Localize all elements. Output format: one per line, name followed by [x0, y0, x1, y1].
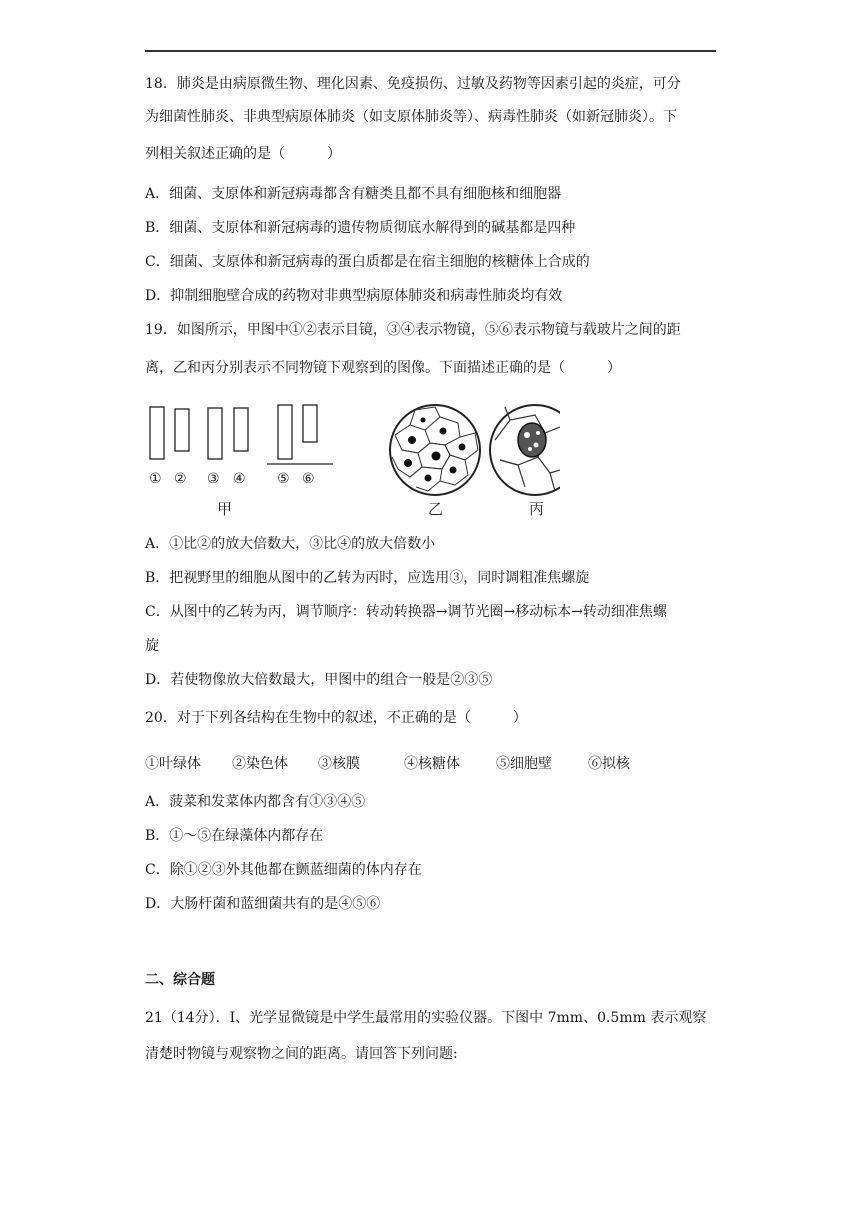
q20-option-c: C．除①②③外其他都在颤蓝细菌的体内存在	[145, 862, 422, 878]
figure-label-bing: 丙	[529, 500, 545, 518]
q20-option-d: D．大肠杆菌和蓝细菌共有的是④⑤⑥	[145, 896, 381, 912]
q20-stem: 20．对于下列各结构在生物中的叙述，不正确的是（ ）	[145, 710, 527, 726]
q19-option-d: D．若使物像放大倍数最大，甲图中的组合一般是②③⑤	[145, 672, 493, 688]
figure-label-yi: 乙	[428, 500, 444, 518]
lens-6-objective-far	[303, 405, 317, 442]
label-6: ⑥	[302, 471, 315, 487]
q20-option-b: B．①～⑤在绿藻体内都存在	[145, 828, 324, 844]
q18-stem-line-2: 为细菌性肺炎、非典型病原体肺炎（如支原体肺炎等）、病毒性肺炎（如新冠肺炎）。下	[145, 109, 677, 125]
section-heading: 二、综合题	[145, 972, 215, 988]
lens-4-objective-short	[234, 408, 248, 451]
q19-stem-line-2: 离，乙和丙分别表示不同物镜下观察到的图像。下面描述正确的是（ ）	[145, 360, 621, 376]
field-yi-low-magnification	[390, 405, 480, 495]
q18-stem-line-1: 18．肺炎是由病原微生物、理化因素、免疫损伤、过敏及药物等因素引起的炎症，可分	[145, 76, 681, 92]
label-3: ③	[207, 471, 220, 487]
lens-1-eyepiece-long	[150, 407, 164, 459]
structure-3: ③核膜	[318, 756, 360, 772]
q19-option-b: B．把视野里的细胞从图中的乙转为丙时，应选用③，同时调粗准焦螺旋	[145, 570, 590, 586]
label-1: ①	[149, 471, 162, 487]
q18-option-d: D．抑制细胞壁合成的药物对非典型病原体肺炎和病毒性肺炎均有效	[145, 288, 563, 304]
q18-stem-line-3: 列相关叙述正确的是（ ）	[145, 146, 341, 162]
q19-option-a: A．①比②的放大倍数大，③比④的放大倍数小	[145, 536, 436, 552]
q20-option-a: A．菠菜和发菜体内都含有①③④⑤	[145, 794, 366, 810]
label-5: ⑤	[277, 471, 290, 487]
figure-label-jia: 甲	[217, 500, 233, 518]
q21-stem-line-1: 21（14分）．I、光学显微镜是中学生最常用的实验仪器。下图中 7mm、0.5mm 表示观察	[145, 1010, 707, 1026]
microscope-figure	[140, 395, 560, 525]
q18-option-b: B．细菌、支原体和新冠病毒的遗传物质彻底水解得到的碱基都是四种	[145, 220, 576, 236]
label-2: ②	[174, 471, 187, 487]
lens-3-objective-long	[208, 408, 222, 459]
q19-option-c-line-2: 旋	[145, 638, 159, 654]
q18-option-c: C．细菌、支原体和新冠病毒的蛋白质都是在宿主细胞的核糖体上合成的	[145, 254, 590, 270]
lens-5-objective-near	[278, 405, 292, 459]
structure-2: ②染色体	[232, 756, 288, 772]
structure-5: ⑤细胞壁	[496, 756, 552, 772]
structure-6: ⑥拟核	[588, 756, 630, 772]
field-bing-high-magnification	[490, 405, 560, 495]
structure-1: ①叶绿体	[145, 756, 201, 772]
header-rule	[145, 50, 716, 52]
q21-stem-line-2: 清楚时物镜与观察物之间的距离。请回答下列问题:	[145, 1046, 458, 1062]
q19-stem-line-1: 19．如图所示，甲图中①②表示目镜，③④表示物镜，⑤⑥表示物镜与载玻片之间的距	[145, 322, 681, 338]
lens-2-eyepiece-short	[175, 409, 189, 451]
q19-option-c-line-1: C．从图中的乙转为丙，调节顺序：转动转换器→调节光圈→移动标本→转动细准焦螺	[145, 604, 667, 620]
q18-option-a: A．细菌、支原体和新冠病毒都含有糖类且都不具有细胞核和细胞器	[145, 186, 562, 202]
structure-4: ④核糖体	[404, 756, 460, 772]
label-4: ④	[233, 471, 246, 487]
